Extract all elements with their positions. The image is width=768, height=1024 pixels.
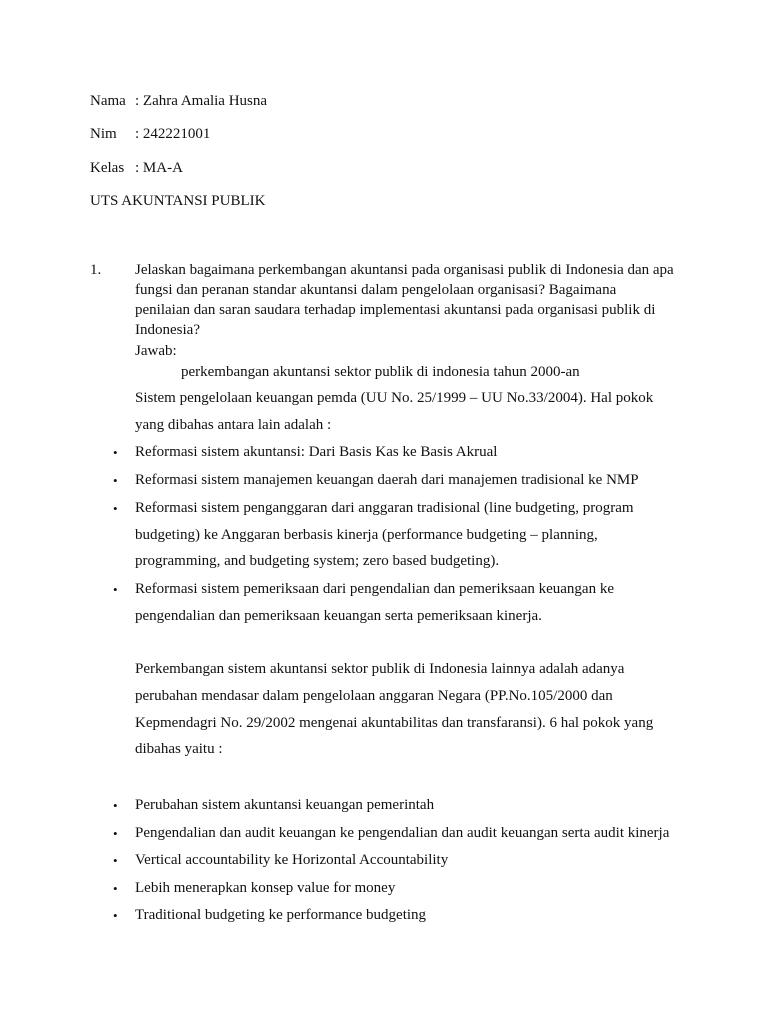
kelas-label: Kelas bbox=[90, 160, 125, 176]
list-item: Reformasi sistem penganggaran dari anggaran tradisional (line budgeting, program bbox=[135, 500, 634, 516]
nama-label: Nama bbox=[90, 93, 126, 109]
bullet-marker: • bbox=[113, 881, 118, 896]
bullet-marker: • bbox=[113, 908, 118, 923]
list-item-continuation: programming, and budgeting system; zero based budgeting). bbox=[135, 553, 500, 569]
bullet-marker: • bbox=[113, 853, 118, 868]
bullet-marker: • bbox=[113, 826, 118, 841]
question-line: Jelaskan bagaimana perkembangan akuntansi pada organisasi publik di Indonesia dan apa bbox=[135, 262, 674, 278]
paragraph-line: perubahan mendasar dalam pengelolaan anggaran Negara (PP.No.105/2000 dan bbox=[135, 688, 613, 704]
list-item: Reformasi sistem manajemen keuangan daerah dari manajemen tradisional ke NMP bbox=[135, 472, 639, 488]
nama-value: : Zahra Amalia Husna bbox=[135, 93, 268, 109]
question-number: 1. bbox=[90, 262, 102, 278]
answer-label: Jawab: bbox=[135, 343, 177, 359]
list-item: Lebih menerapkan konsep value for money bbox=[135, 880, 396, 896]
list-item: Traditional budgeting ke performance budgeting bbox=[135, 907, 427, 923]
question-line: Indonesia? bbox=[135, 322, 200, 338]
list-item: Pengendalian dan audit keuangan ke pengendalian dan audit keuangan serta audit kinerja bbox=[135, 825, 670, 841]
document-title: UTS AKUNTANSI PUBLIK bbox=[90, 193, 266, 209]
kelas-value: : MA-A bbox=[135, 160, 183, 176]
list-item: Vertical accountability ke Horizontal Accountability bbox=[135, 852, 449, 868]
paragraph-line: Sistem pengelolaan keuangan pemda (UU No. 25/1999 – UU No.33/2004). Hal pokok bbox=[135, 390, 654, 406]
bullet-marker: • bbox=[113, 501, 118, 516]
list-item-continuation: budgeting) ke Anggaran berbasis kinerja (performance budgeting – planning, bbox=[135, 527, 598, 543]
list-item: Reformasi sistem pemeriksaan dari pengendalian dan pemeriksaan keuangan ke bbox=[135, 581, 614, 597]
paragraph-line: Perkembangan sistem akuntansi sektor publik di Indonesia lainnya adalah adanya bbox=[135, 661, 625, 677]
paragraph-line: dibahas yaitu : bbox=[135, 741, 223, 757]
nim-label: Nim bbox=[90, 126, 117, 142]
question-line: penilaian dan saran saudara terhadap implementasi akuntansi pada organisasi publik di bbox=[135, 302, 656, 318]
paragraph-line: Kepmendagri No. 29/2002 mengenai akuntabilitas dan transfaransi). 6 hal pokok yang bbox=[135, 715, 654, 731]
bullet-marker: • bbox=[113, 445, 118, 460]
nim-value: : 242221001 bbox=[135, 126, 211, 142]
list-item: Perubahan sistem akuntansi keuangan pemerintah bbox=[135, 797, 435, 813]
bullet-marker: • bbox=[113, 582, 118, 597]
paragraph-line: yang dibahas antara lain adalah : bbox=[135, 417, 332, 433]
bullet-marker: • bbox=[113, 798, 118, 813]
answer-subheading: perkembangan akuntansi sektor publik di indonesia tahun 2000-an bbox=[181, 364, 580, 380]
question-line: fungsi dan peranan standar akuntansi dalam pengelolaan organisasi? Bagaimana bbox=[135, 282, 617, 298]
list-item-continuation: pengendalian dan pemeriksaan keuangan serta pemeriksaan kinerja. bbox=[135, 608, 542, 624]
list-item: Reformasi sistem akuntansi: Dari Basis Kas ke Basis Akrual bbox=[135, 444, 498, 460]
bullet-marker: • bbox=[113, 473, 118, 488]
